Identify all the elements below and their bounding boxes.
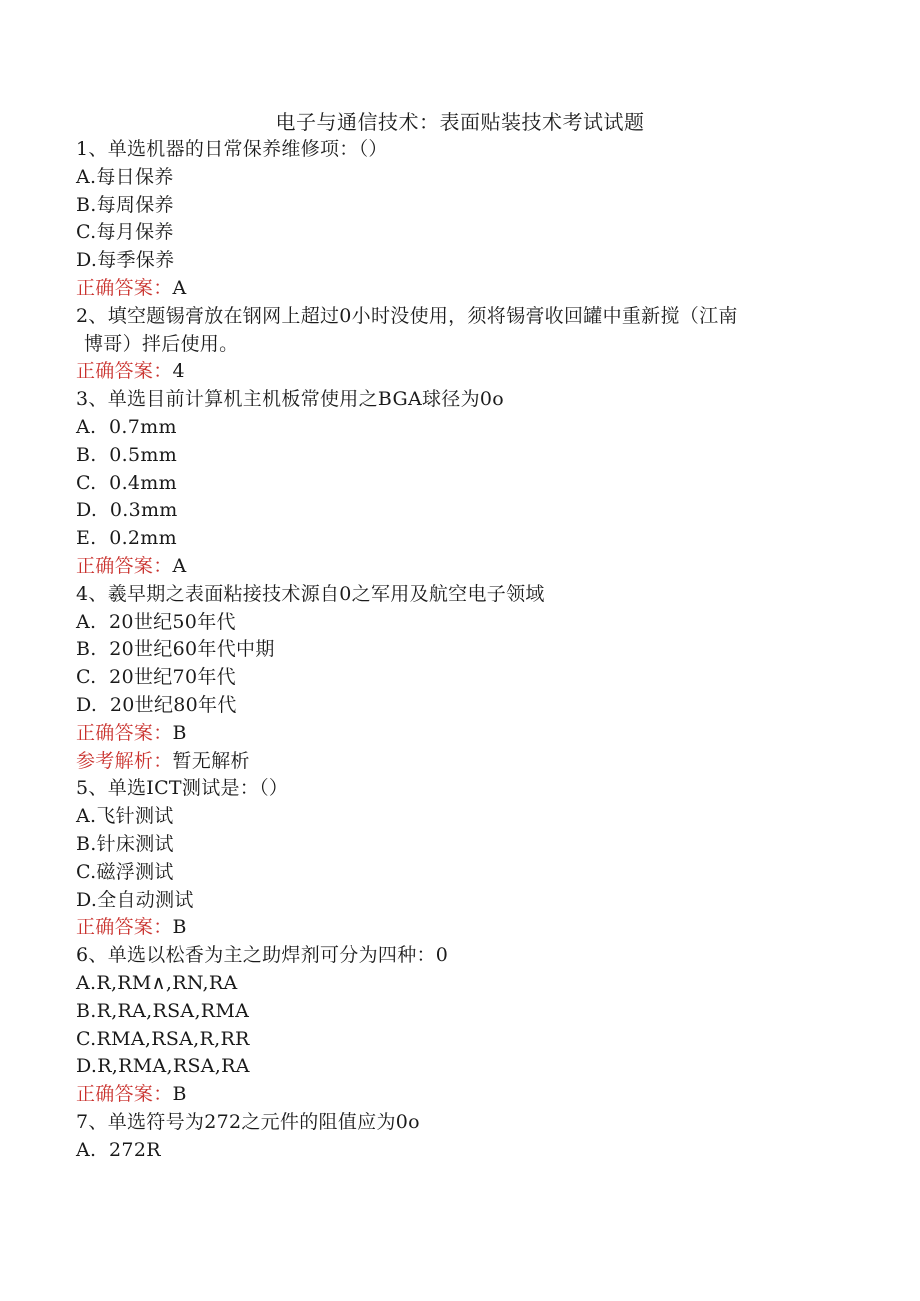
question-stem: 7、单选符号为272之元件的阻值应为0o: [76, 1110, 420, 1133]
option-a: A.每日保养: [76, 165, 174, 188]
answer-line: [76, 358, 836, 386]
option-c: C.每月保养: [76, 221, 174, 244]
question-7: [76, 1109, 836, 1165]
question-3: [76, 386, 836, 581]
option-d: D.全自动测试: [76, 888, 194, 911]
option-b: B.每周保养: [76, 193, 174, 216]
option-d: D. 20世纪80年代: [76, 693, 237, 716]
answer-value: B: [172, 916, 187, 939]
answer-label: 正确答案：: [76, 360, 173, 383]
answer-line: [76, 553, 836, 581]
option-b: B. 0.5mm: [76, 443, 178, 466]
answer-value: A: [172, 276, 187, 299]
answer-line: [76, 1081, 836, 1109]
option-d: D.R,RMA,RSA,RA: [76, 1055, 250, 1078]
option-c: C.RMA,RSA,R,RR: [76, 1027, 250, 1050]
answer-label: 正确答案：: [76, 721, 173, 744]
question-4: [76, 581, 836, 776]
option-b: B. 20世纪60年代中期: [76, 638, 275, 661]
question-stem: 4、羲早期之表面粘接技术源自0之军用及航空电子领域: [76, 582, 545, 605]
question-stem: 2、填空题锡膏放在钢网上超过0小时没使用，须将锡膏收回罐中重新搅（江南: [76, 304, 738, 327]
question-2: [76, 303, 836, 386]
question-1: [76, 136, 836, 303]
answer-label: 正确答案：: [76, 1083, 173, 1106]
option-b: B.针床测试: [76, 832, 174, 855]
answer-label: 正确答案：: [76, 916, 173, 939]
option-a: A.R,RM∧,RN,RA: [76, 971, 238, 994]
option-e: E. 0.2mm: [76, 527, 177, 550]
analysis-line: [76, 748, 836, 776]
question-stem-continued: 博哥）拌后使用。: [84, 332, 239, 355]
option-d: D. 0.3mm: [76, 499, 178, 522]
question-5: [76, 775, 836, 942]
question-stem: 5、单选ICT测试是：（）: [76, 777, 289, 800]
question-stem: 1、单选机器的日常保养维修项：（）: [76, 138, 388, 160]
question-list: [76, 136, 836, 1164]
answer-value: B: [172, 721, 187, 744]
answer-label: 正确答案：: [76, 276, 173, 299]
option-a: A.飞针测试: [76, 805, 174, 828]
option-a: A. 20世纪50年代: [76, 610, 236, 633]
analysis-value: 暂无解析: [172, 749, 250, 772]
answer-label: 正确答案：: [76, 554, 173, 577]
answer-value: A: [172, 554, 187, 577]
answer-value: B: [172, 1083, 187, 1106]
analysis-label: 参考解析：: [76, 749, 173, 772]
answer-line: [76, 914, 836, 942]
option-c: C.磁浮测试: [76, 860, 174, 883]
option-b: B.R,RA,RSA,RMA: [76, 999, 250, 1022]
answer-line: [76, 720, 836, 748]
answer-value: 4: [172, 360, 185, 383]
option-c: C. 0.4mm: [76, 471, 177, 494]
question-6: [76, 942, 836, 1109]
option-a: A. 272R: [76, 1138, 161, 1161]
option-d: D.每季保养: [76, 249, 175, 272]
answer-line: [76, 275, 836, 303]
question-stem: 6、单选以松香为主之助焊剂可分为四种：0: [76, 944, 449, 967]
option-a: A. 0.7mm: [76, 415, 177, 438]
question-stem: 3、单选目前计算机主机板常使用之BGA球径为0o: [76, 388, 505, 411]
option-c: C. 20世纪70年代: [76, 666, 236, 689]
page-title: 电子与通信技术：表面贴装技术考试试题: [275, 110, 645, 134]
